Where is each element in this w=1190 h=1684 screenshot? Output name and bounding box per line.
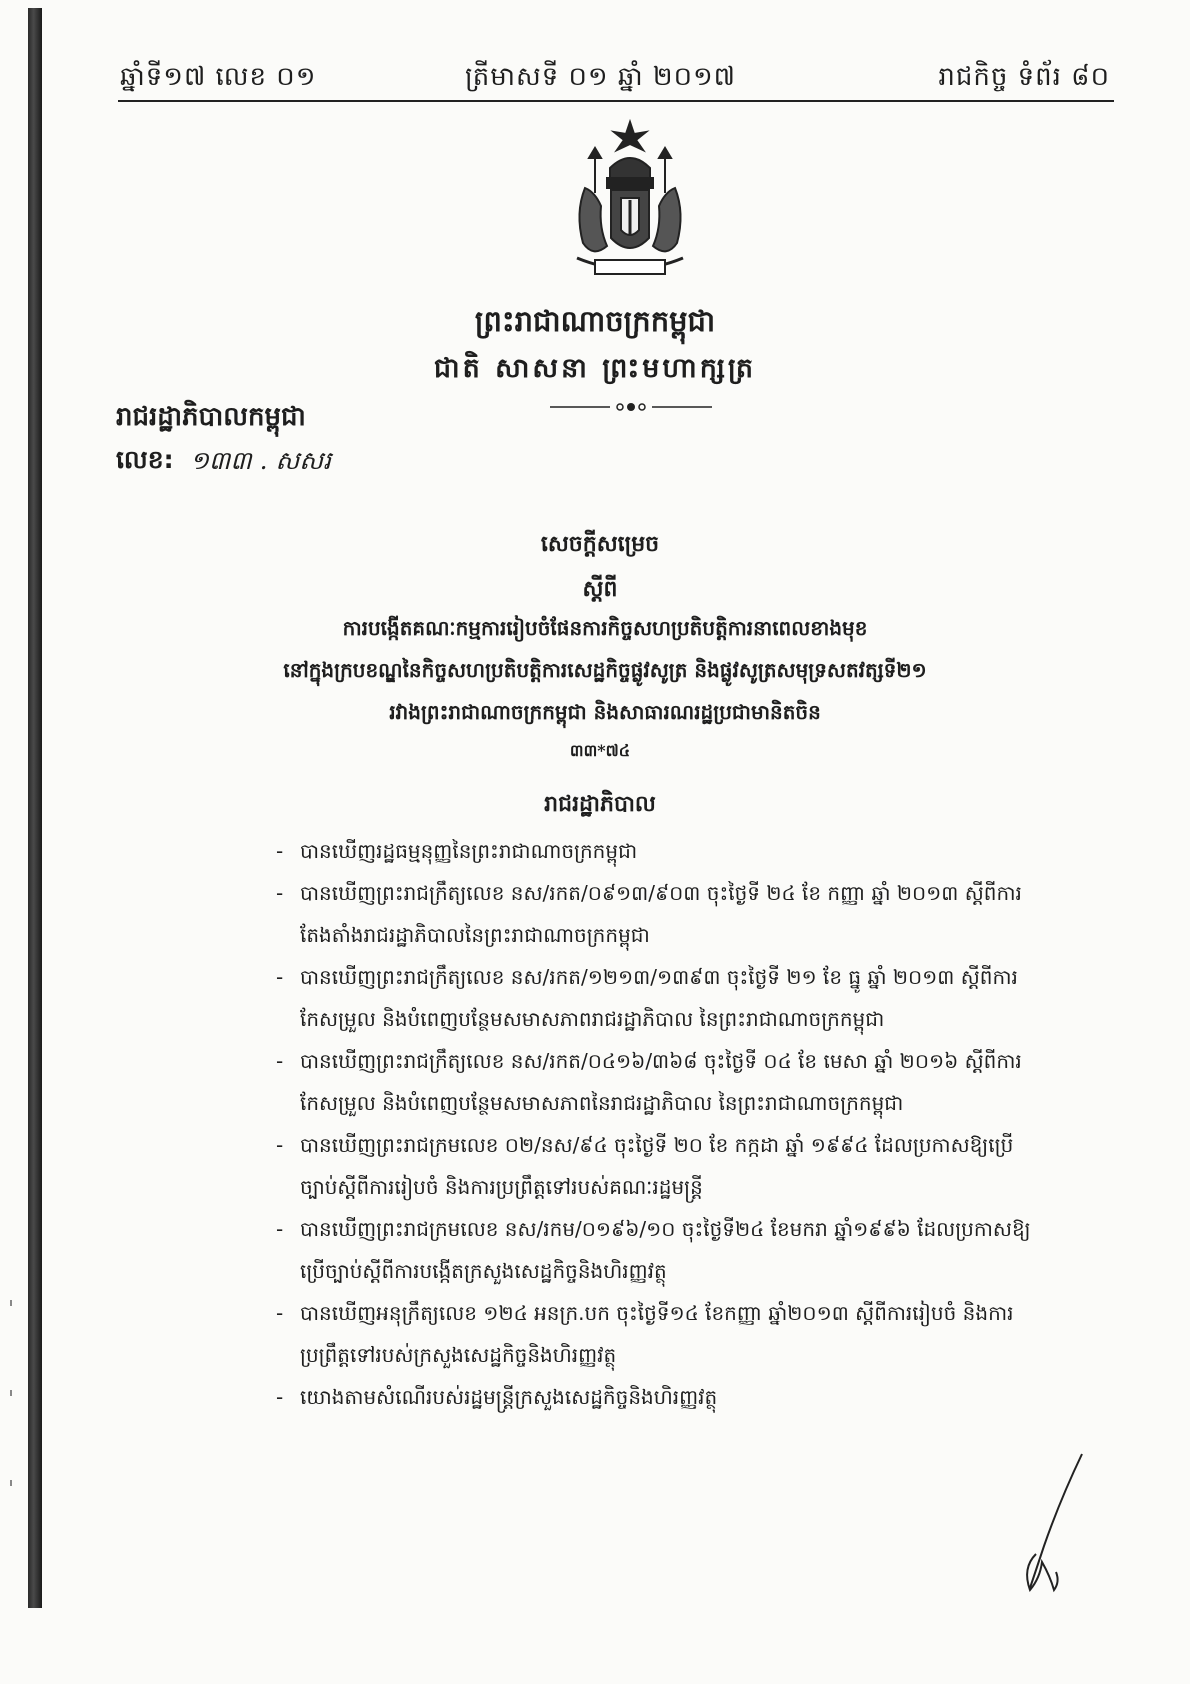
document-type: សេចក្តីសម្រេច — [540, 532, 660, 557]
clause-text: បានឃើញព្រះរាជក្រឹត្យលេខ នស/រកត/០៩១៣/៩០៣ ចុះថ្ងៃទី ២៤ ខែ កញ្ញា ឆ្នាំ ២០១៣ ស្តីពីការ — [300, 881, 1022, 905]
clause-text: បានឃើញព្រះរាជក្រមលេខ ០២/នស/៩៤ ចុះថ្ងៃទី ២០ ខែ កក្កដា ឆ្នាំ ១៩៩៤ ដែលប្រកាសឱ្យប្រើ — [300, 1133, 1014, 1157]
document-title-line: រវាងព្រះរាជាណាចក្រកម្ពុជា និងសាធារណរដ្ឋប្រជាមានិតចិន — [389, 700, 821, 724]
national-motto: ជាតិ សាសនា ព្រះមហាក្សត្រ — [433, 353, 757, 384]
preamble-clause — [276, 830, 1036, 872]
clause-text: បានឃើញព្រះរាជក្រមលេខ នស/រកម/០១៩៦/១០ ចុះថ្ងៃទី២៤ ខែមករា ឆ្នាំ១៩៩៦ ដែលប្រកាសឱ្យ — [300, 1217, 1031, 1241]
clause-text: បានឃើញអនុក្រឹត្យលេខ ១២៤ អនក្រ.បក ចុះថ្ងៃទី១៤ ខែកញ្ញា ឆ្នាំ២០១៣ ស្តីពីការរៀបចំ និងការ — [300, 1301, 1014, 1325]
clause-continuation: កែសម្រួល និងបំពេញបន្ថែមសមាសភាពនៃរាជរដ្ឋាភិបាល នៃព្រះរាជាណាចក្រកម្ពុជា — [300, 1091, 904, 1115]
reference-number: ១៣៣ . សសរ — [190, 446, 332, 475]
clause-text: បានឃើញព្រះរាជក្រឹត្យលេខ នស/រកត/០៤១៦/៣៦៨ ចុះថ្ងៃទី ០៤ ខែ មេសា ឆ្នាំ ២០១៦ ស្តីពីការ — [300, 1049, 1022, 1073]
clause-continuation: តែងតាំងរាជរដ្ឋាភិបាលនៃព្រះរាជាណាចក្រកម្ពុជា — [300, 923, 650, 947]
preamble-clause — [276, 956, 1036, 1040]
royal-coat-of-arms-emblem — [555, 118, 705, 293]
title-ornament: ៣៣*៧៤ — [569, 741, 631, 760]
scan-specks — [10, 1300, 14, 1560]
reference-label: លេខ: — [116, 445, 174, 474]
preamble-clause — [276, 1208, 1036, 1292]
clause-text: បានឃើញព្រះរាជក្រឹត្យលេខ នស/រកត/១២១៣/១៣៩៣ ចុះថ្ងៃទី ២១ ខែ ធ្នូ ឆ្នាំ ២០១៣ ស្តីពីការ — [300, 965, 1018, 989]
preamble-clauses — [276, 830, 1036, 1418]
clause-continuation: កែសម្រួល និងបំពេញបន្ថែមសមាសភាពរាជរដ្ឋាភិបាល នៃព្រះរាជាណាចក្រកម្ពុជា — [300, 1007, 885, 1031]
preamble-clause — [276, 1124, 1036, 1208]
clause-text: បានឃើញរដ្ឋធម្មនុញ្ញនៃព្រះរាជាណាចក្រកម្ពុជា — [300, 839, 638, 863]
gazette-quarter: ត្រីមាសទី ០១ ឆ្នាំ ២០១៧ — [465, 62, 736, 92]
motto-ornament-divider — [550, 400, 712, 414]
document-title-line: ការបង្កើតគណៈកម្មការរៀបចំផែនការកិច្ចសហប្រតិបត្តិការនាពេលខាងមុខ — [342, 616, 868, 640]
kingdom-name: ព្រះរាជាណាចក្រកម្ពុជា — [474, 304, 716, 338]
header-rule — [118, 100, 1114, 102]
clause-continuation: ប្រើច្បាប់ស្តីពីការបង្កើតក្រសួងសេដ្ឋកិច្ចនិងហិរញ្ញវត្ថុ — [300, 1259, 667, 1283]
preamble-clause — [276, 872, 1036, 956]
clause-continuation: ប្រព្រឹត្តទៅរបស់ក្រសួងសេដ្ឋកិច្ចនិងហិរញ្ញវត្ថុ — [300, 1343, 617, 1367]
gazette-header — [120, 54, 1110, 100]
handwritten-signature — [1000, 1450, 1090, 1600]
preamble-clause — [276, 1292, 1036, 1376]
preamble-clause — [276, 1376, 1036, 1418]
document-subject-prefix: ស្តីពី — [582, 577, 618, 602]
gazette-year-issue: ឆ្នាំទី១៧ លេខ ០១ — [120, 62, 317, 92]
gazette-page: រាជកិច្ច ទំព័រ ៨០ — [938, 62, 1110, 92]
scan-binding-edge — [28, 8, 42, 1608]
preamble-clause — [276, 1040, 1036, 1124]
clause-text: យោងតាមសំណើរបស់រដ្ឋមន្ត្រីក្រសួងសេដ្ឋកិច្ចនិងហិរញ្ញវត្ថុ — [300, 1385, 718, 1409]
document-title-line: នៅក្នុងក្របខណ្ឌនៃកិច្ចសហប្រតិបត្តិការសេដ្ឋកិច្ចផ្លូវសូត្រ និងផ្លូវសូត្រសមុទ្រសតវត្សទី២១ — [283, 658, 927, 682]
issuing-authority: រាជរដ្ឋាភិបាលកម្ពុជា — [116, 402, 306, 432]
clause-continuation: ច្បាប់ស្តីពីការរៀបចំ និងការប្រព្រឹត្តទៅរបស់គណៈរដ្ឋមន្ត្រី — [300, 1175, 703, 1199]
government-heading: រាជរដ្ឋាភិបាល — [544, 792, 656, 817]
